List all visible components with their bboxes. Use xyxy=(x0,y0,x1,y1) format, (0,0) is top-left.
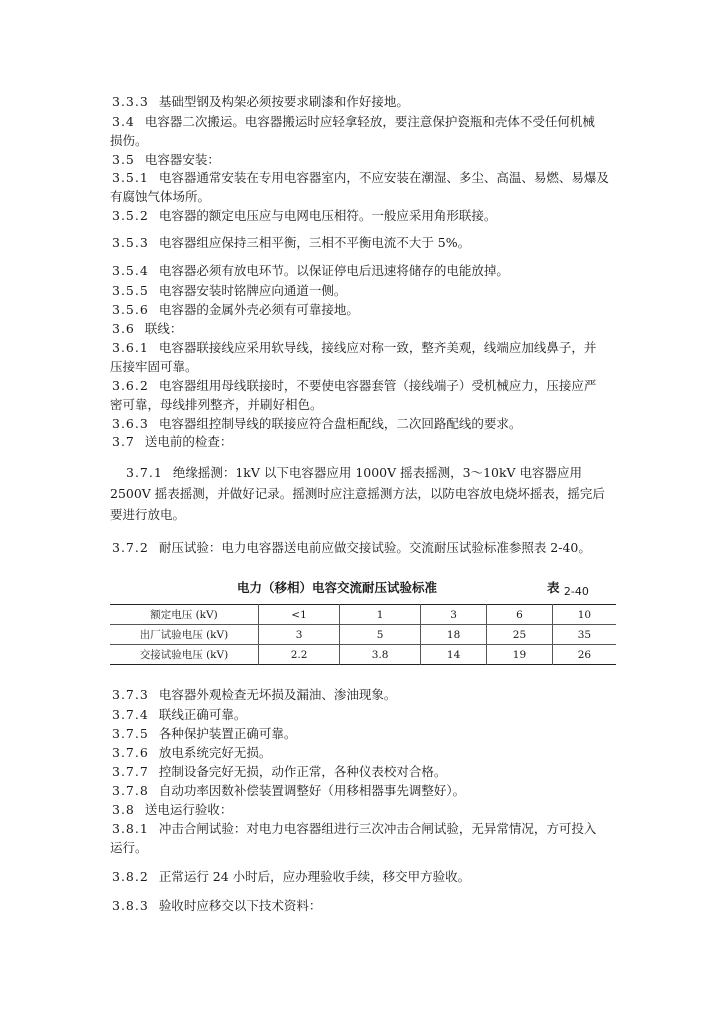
clause-3-6-3: 3.6.3 电容器组控制导线的联接应符合盘柜配线，二次回路配线的要求。 xyxy=(112,416,522,431)
table-cell: 3 xyxy=(259,625,340,645)
clause-3-5-1: 3.5.1 电容器通常安装在专用电容器室内，不应安装在潮湿、多尘、高温、易燃、易爆及 xyxy=(112,170,609,185)
row-header: 出厂试验电压 (kV) xyxy=(110,625,259,645)
table-title: 电力（移相）电容交流耐压试验标准 xyxy=(237,580,438,595)
clause-3-5-2: 3.5.2 电容器的额定电压应与电网电压相符。一般应采用角形联接。 xyxy=(112,208,497,223)
clause-3-7-6: 3.7.6 放电系统完好无损。 xyxy=(112,745,272,760)
clause-3-7-8: 3.7.8 自动功率因数补偿装置调整好（用移相器事先调整好）。 xyxy=(112,783,466,798)
clause-3-5-3: 3.5.3 电容器组应保持三相平衡，三相不平衡电流不大于 5%。 xyxy=(112,235,471,250)
table-cell: <1 xyxy=(259,605,340,625)
clause-3-4: 3.4 电容器二次搬运。电容器搬运时应轻拿轻放，要注意保护瓷瓶和壳体不受任何机械 xyxy=(112,114,595,129)
clause-3-7-5: 3.7.5 各种保护装置正确可靠。 xyxy=(112,726,297,741)
table-cell: 5 xyxy=(340,625,421,645)
clause-3-4-continuation: 损伤。 xyxy=(110,133,148,148)
clause-3-8-1: 3.8.1 冲击合闸试验：对电力电容器组进行三次冲击合闸试验，无异常情况，方可投入 xyxy=(112,821,597,836)
clause-3-7-2: 3.7.2 耐压试验：电力电容器送电前应做交接试验。交流耐压试验标准参照表 2-40。 xyxy=(112,540,591,555)
table-number: 表 $_{2-40}$ xyxy=(547,580,589,598)
table-cell: 10 xyxy=(552,605,616,625)
clause-3-6: 3.6 联线： xyxy=(112,321,183,336)
clause-3-5-6: 3.5.6 电容器的金属外壳必须有可靠接地。 xyxy=(112,302,359,317)
table-cell: 19 xyxy=(487,645,553,665)
table-cell: 14 xyxy=(421,645,487,665)
clause-3-7: 3.7 送电前的检查： xyxy=(112,434,233,449)
clause-3-5-1-continuation: 有腐蚀气体场所。 xyxy=(110,189,211,204)
clause-3-7-1: 3.7.1 绝缘摇测：1kV 以下电容器应用 1000V 摇表摇测，3～10kV 电容器应用 2500V 摇表摇测，并做好记录。摇测时应注意摇测方法，以防电容放电烧坏摇表，摇完后要进行放电。 xyxy=(110,465,605,522)
table-cell: 2.2 xyxy=(259,645,340,665)
table-cell: 26 xyxy=(577,648,592,661)
clause-3-5-4: 3.5.4 电容器必须有放电环节。以保证停电后迅速将储存的电能放掉。 xyxy=(112,263,509,278)
table-cell: 1 xyxy=(340,605,421,625)
clause-3-3-3: 3.3.3 基础型钢及构架必须按要求刷漆和作好接地。 xyxy=(112,94,409,109)
withstand-voltage-table xyxy=(110,604,616,665)
table-caption xyxy=(112,578,617,596)
table-row-rated-voltage xyxy=(110,605,616,625)
table-cell: 6 xyxy=(487,605,553,625)
clause-3-6-1-continuation: 压接牢固可靠。 xyxy=(110,359,198,374)
clause-3-8: 3.8 送电运行验收： xyxy=(112,802,233,817)
clause-3-7-4: 3.7.4 联线正确可靠。 xyxy=(112,707,247,722)
table-cell: 3 xyxy=(421,605,487,625)
table-row-factory-test xyxy=(110,625,616,645)
clause-3-8-1-continuation: 运行。 xyxy=(110,840,148,855)
table-row-handover-test xyxy=(110,645,616,665)
row-header: 交接试验电压 (kV) xyxy=(110,645,259,665)
clause-3-6-1: 3.6.1 电容器联接线应采用软导线，接线应对称一致，整齐美观，线端应加线鼻子，并 xyxy=(112,340,597,355)
clause-3-7-3: 3.7.3 电容器外观检查无坏损及漏油、渗油现象。 xyxy=(112,687,397,702)
clause-3-6-2-continuation: 密可靠，母线排列整齐，并刷好相色。 xyxy=(110,397,323,412)
clause-3-8-2: 3.8.2 正常运行 24 小时后，应办理验收手续，移交甲方验收。 xyxy=(112,869,471,884)
clause-3-5-5: 3.5.5 电容器安装时铭牌应向通道一侧。 xyxy=(112,283,347,298)
clause-3-8-3: 3.8.3 验收时应移交以下技术资料： xyxy=(112,898,322,913)
table-cell: 18 xyxy=(421,625,487,645)
table-cell: 3.8 xyxy=(340,645,421,665)
row-header: 额定电压 (kV) xyxy=(110,605,259,625)
table-cell: 25 xyxy=(487,625,553,645)
clause-3-5: 3.5 电容器安装： xyxy=(112,152,220,167)
clause-3-7-7: 3.7.7 控制设备完好无损，动作正常，各种仪表校对合格。 xyxy=(112,764,447,779)
clause-3-6-2: 3.6.2 电容器组用母线联接时，不要使电容器套管（接线端子）受机械应力，压接应严 xyxy=(112,378,597,393)
table-cell: 35 xyxy=(552,625,616,645)
